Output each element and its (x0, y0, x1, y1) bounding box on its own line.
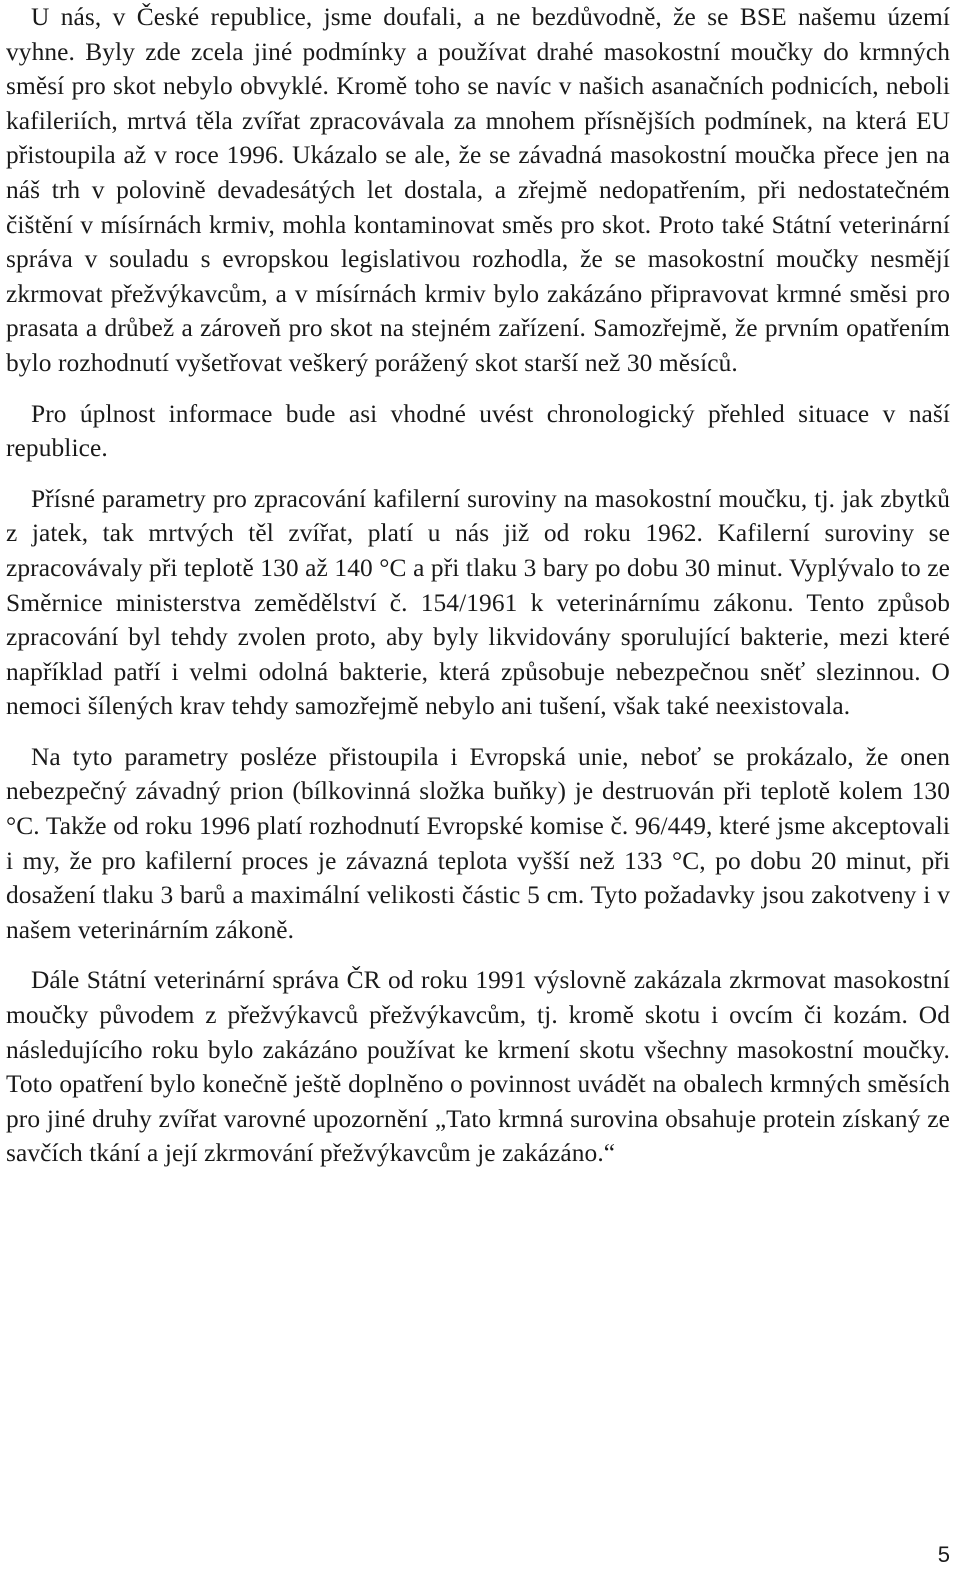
page-number: 5 (937, 1542, 950, 1567)
paragraph-eu-parameters: Na tyto parametry posléze přistoupila i Evropská unie, neboť se prokázalo, že onen nebezpečný závadný prion (bílkovinná složka buňky) je destruován při teplotě kolem 130 °C. Takže od roku 1996 platí rozhodnutí Evropské komise č. 96/449, které jsme akceptovali i my, že pro kafilerní proces je závazná teplota vyšší než 133 °C, po dobu 20 minut, při dosažení tlaku 3 barů a maximální velikosti částic 5 cm. Tyto požadavky jsou zakotveny i v našem veterinárním zákoně. (6, 742, 950, 944)
paragraph-processing-parameters: Přísné parametry pro zpracování kafilerní suroviny na masokostní moučku, tj. jak zbytků z jatek, tak mrtvých těl zvířat, platí u nás již od roku 1962. Kafilerní suroviny se zpracovávaly při teplotě 130 až 140 °C a při tlaku 3 bary po dobu 30 minut. Vyplývalo to ze Směrnice ministerstva zemědělství č. 154/1961 k veterinárnímu zákonu. Tento způsob zpracování byl tehdy zvolen proto, aby byly likvidovány sporulující bakterie, mezi které například patří i velmi odolná bakterie, která způsobuje nebezpečnou sněť slezinnou. O nemoci šílených krav tehdy samozřejmě nebylo ani tušení, však také neexistovala. (6, 484, 950, 721)
paragraph-feeding-ban: Dále Státní veterinární správa ČR od roku 1991 výslovně zakázala zkrmovat masokostní moučky původem z přežvýkavců přežvýkavcům, tj. kromě skotu i ovcím či kozám. Od následujícího roku bylo zakázáno používat ke krmení skotu všechny masokostní moučky. Toto opatření bylo konečně ještě doplněno o povinnost uvádět na obalech krmných směsích pro jiné druhy zvířat varovné upozornění „Tato krmná surovina obsahuje protein získaný ze savčích tkání a její zkrmování přežvýkavcům je zakázáno.“ (6, 966, 950, 1168)
document-page (6, 0, 950, 1171)
paragraph-bse-czech-republic: U nás, v České republice, jsme doufali, a ne bezdůvodně, že se BSE našemu území vyhne. Byly zde zcela jiné podmínky a používat drahé masokostní moučky do krmných směsí pro skot nebylo obvyklé. Kromě toho se navíc v našich asanačních podnicích, neboli kafileriích, mrtvá těla zvířat zpracovávala za mnohem přísnějších podmínek, na která EU přistoupila až v roce 1996. Ukázalo se ale, že se závadná masokostní moučka přece jen na náš trh v polovině devadesátých let dostala, a zřejmě nedopatřením, při nedostatečném čištění v mísírnách krmiv, mohla kontaminovat směs pro skot. Proto také Státní veterinární správa v souladu s evropskou legislativou rozhodla, že se masokostní moučky nesmějí zkrmovat přežvýkavcům, a v mísírnách krmiv bylo zakázáno připravovat krmné směsi pro prasata a drůbež a zároveň pro skot na stejném zařízení. Samozřejmě, že prvním opatřením bylo rozhodnutí vyšetřovat veškerý porážený skot starší než 30 měsíců. (6, 3, 950, 377)
paragraph-chronology-intro: Pro úplnost informace bude asi vhodné uvést chronologický přehled situace v naší republice. (6, 399, 950, 463)
